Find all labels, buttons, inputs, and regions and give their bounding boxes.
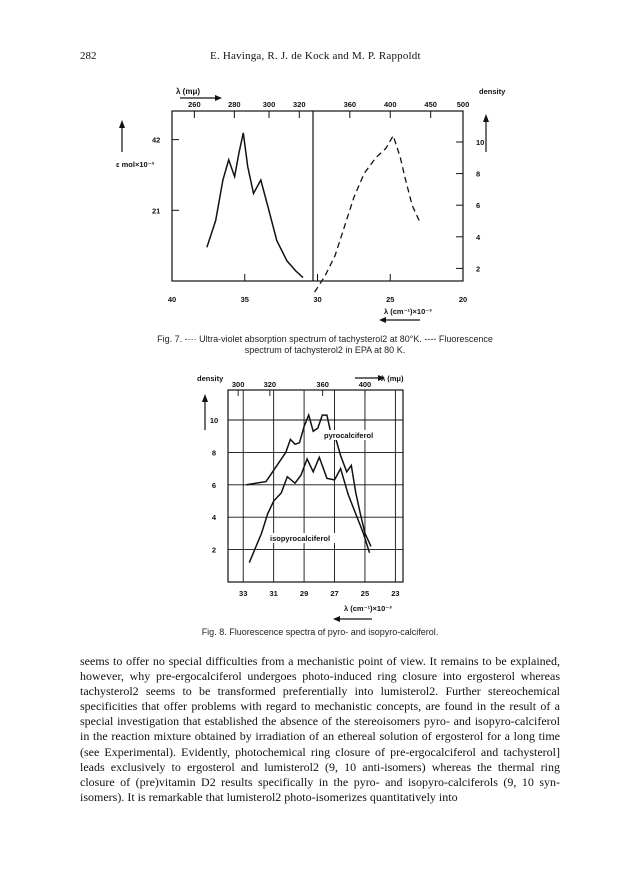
- page-number: 282: [80, 50, 97, 62]
- fig7-bottom-tick-label: 20: [458, 295, 468, 304]
- fig8-top-tick-label: 360: [316, 380, 329, 389]
- fig8-left-axis-label: density: [197, 374, 224, 383]
- fig8-bottom-tick-label: 27: [330, 589, 339, 598]
- fig8-bottom-tick-label: 23: [391, 589, 400, 598]
- fig7-left-tick-label: 21: [152, 206, 161, 216]
- body-text: [80, 654, 560, 805]
- fig7-top-tick-label: 260: [188, 100, 201, 109]
- fig7-bottom-axis-label: λ (cm⁻¹)×10⁻³: [384, 307, 432, 316]
- fig8-plot-frame: [228, 390, 403, 582]
- fig8-left-tick-label: 2: [211, 545, 217, 555]
- fig7-bottom-tick-label: 30: [313, 295, 322, 304]
- fig7-bottom-tick-label: 25: [386, 295, 395, 304]
- fig8-bottom-tick-label: 33: [239, 589, 248, 598]
- fig8-label-isopyrocalciferol: isopyrocalciferol: [270, 534, 331, 543]
- fig8-top-tick-label: 300: [231, 380, 245, 389]
- fig7-caption-line2: spectrum of tachysterol2 in EPA at 80 K.: [244, 345, 406, 355]
- body-paragraph: seems to offer no special difficulties from a mechanistic point of view. It remains to be explained, however, why pre-ergocalciferol undergoes photo-induced ring closure into ergosterol whereas tachysterol2 seems to be transformed preferentially into lumisterol2. Further stereochemical specificities that offer problems with regard to mechanistic concepts, are found in the result of a special investigation that established the absence of the stereoisomers pyro- and isopyro-calciferol in the reaction mixture obtained by irradiation of an ethereal solution of ergosterol for a long time (see Experimental). Evidently, photochemical ring closure of pre-ergocalciferol and tachysterol] leads exclusively to ergosterol and lumisterol2 (9, 10 anti-isomers) whereas the thermal ring closure of (pre)vitamin D2 results specifically in the pyro- and isopyro-calciferols (9, 10 syn-isomers). It is remarkable that lumisterol2 photo-isomerizes quantitatively into: [80, 654, 560, 804]
- fig8-left-tick-label: 8: [211, 448, 217, 458]
- fig8-left-tick-label: 4: [211, 513, 217, 523]
- fig7-right-tick-label: 2: [476, 264, 481, 274]
- fig8-bottom-tick-label: 31: [269, 589, 278, 598]
- fig8-top-axis-label: λ (mμ): [381, 374, 404, 383]
- fig8-caption: Fig. 8. Fluorescence spectra of pyro- and isopyro-calciferol.: [201, 627, 439, 637]
- fig8-bottom-tick-label: 25: [360, 589, 370, 598]
- fig7-top-tick-label: 300: [262, 100, 276, 109]
- fig7-right-tick-label: 6: [476, 201, 481, 211]
- fig7-right-axis-label: density: [479, 87, 506, 96]
- fig7-top-tick-label: 500: [456, 100, 470, 109]
- fig7-top-tick-label: 320: [293, 100, 306, 109]
- fig7-bottom-tick-label: 35: [240, 295, 249, 304]
- fig8-bottom-tick-label: 29: [299, 589, 309, 598]
- fig8-bottom-axis-label: λ (cm⁻¹)×10⁻³: [344, 604, 392, 613]
- fig7-left-tick-label: 42: [152, 135, 161, 145]
- fig7-top-tick-label: 400: [383, 100, 397, 109]
- fig8-left-tick-label: 6: [211, 480, 217, 490]
- fig8-left-tick-label: 10: [209, 416, 219, 425]
- running-head-authors: E. Havinga, R. J. de Kock and M. P. Rappoldt: [210, 50, 421, 62]
- fig7-top-tick-label: 360: [343, 100, 357, 109]
- fig7-right-tick-label: 8: [476, 169, 481, 179]
- fig7-top-axis-label: λ (mμ): [176, 87, 201, 96]
- fig8-top-tick-label: 400: [358, 380, 372, 389]
- fig7-right-tick-label: 4: [476, 232, 481, 242]
- fig8-top-tick-label: 320: [263, 380, 277, 389]
- fig7-top-tick-label: 280: [228, 100, 241, 109]
- fig7-bottom-tick-label: 40: [167, 295, 177, 304]
- fig8-label-pyrocalciferol: pyrocalciferol: [324, 431, 374, 440]
- fig8-isopyrocalciferol-curve: [249, 457, 369, 562]
- fig7-left-axis-label: ε mol×10⁻³: [116, 160, 155, 169]
- fig7-top-tick-label: 450: [424, 100, 437, 109]
- fig7-caption-line1: Fig. 7. -··· Ultra-violet absorption spectrum of tachysterol2 at 80°K. ---- Fluorescence: [157, 334, 493, 344]
- fig7-right-tick-label: 10: [476, 138, 485, 147]
